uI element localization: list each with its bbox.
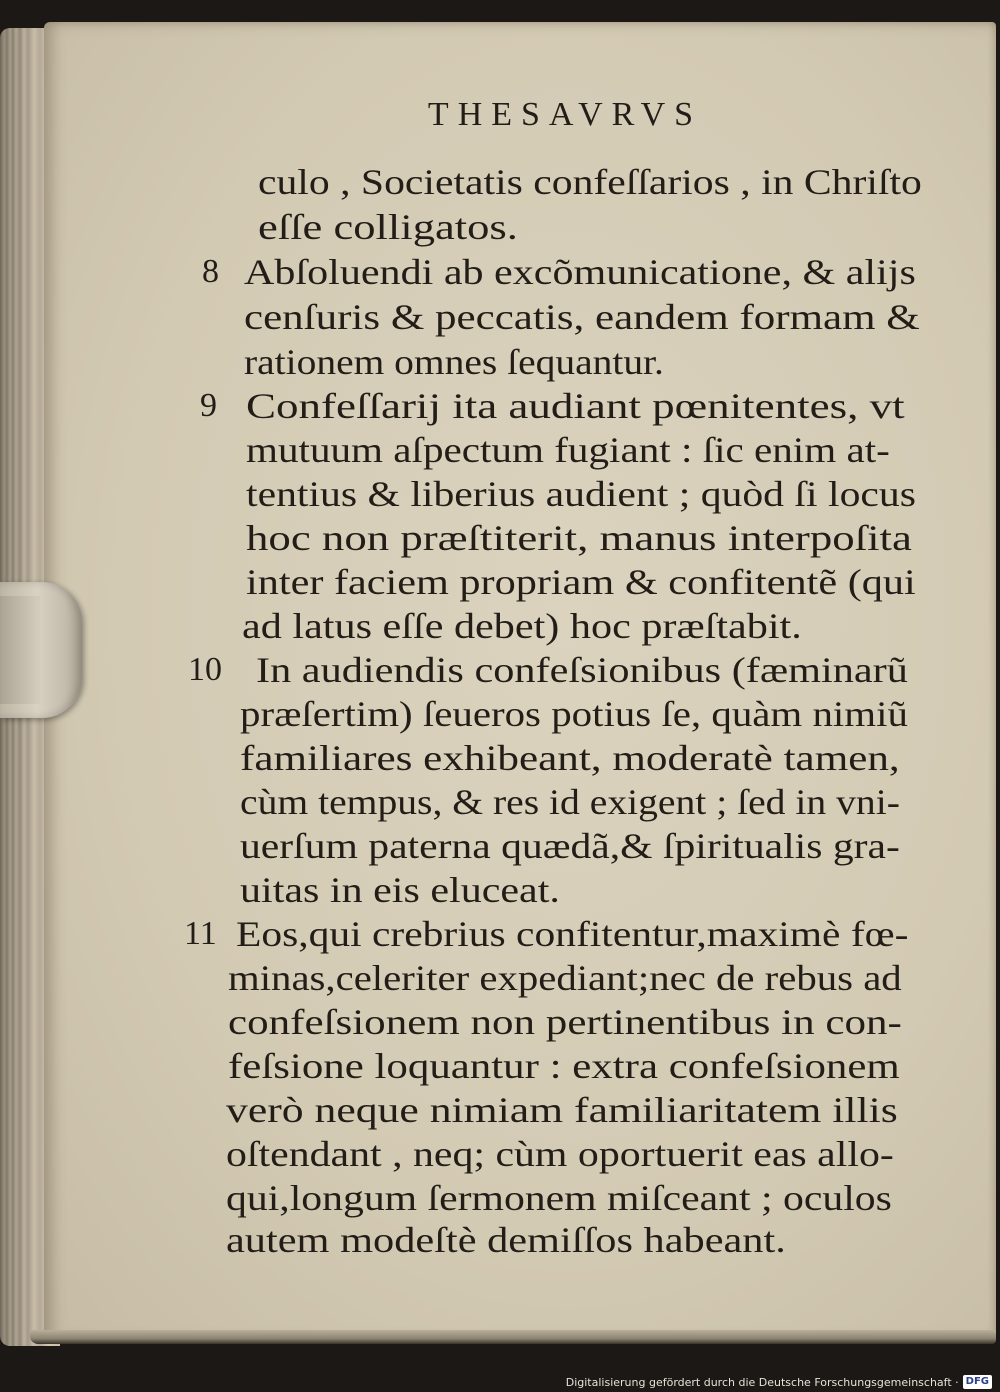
text-line: Eos,qui crebrius confitentur,maximè fœ- (236, 914, 909, 954)
text-line: culo , Societatis confeſſarios , in Chriſto (258, 162, 922, 202)
text-line: hoc non præſtiterit, manus interpoſita (246, 518, 912, 558)
text-line: qui,longum ſermonem miſceant ; oculos (226, 1178, 892, 1218)
text-line: confeſsionem non pertinentibus in con- (228, 1002, 902, 1042)
text-line: oſtendant , neq; cùm oportuerit eas allo- (226, 1134, 894, 1174)
paragraph-number: 8 (202, 253, 219, 290)
paragraph-number: 10 (188, 651, 222, 688)
text-line: uerſum paterna quædã,& ſpiritualis gra- (240, 826, 900, 866)
text-line: inter faciem propriam & confitentẽ (qui (246, 562, 916, 602)
text-line: Confeſſarij ita audiant pœnitentes, vt (246, 386, 905, 426)
credit-text: Digitalisierung gefördert durch die Deutsche Forschungsgemeinschaft · (565, 1375, 959, 1389)
text-line: præſertim) ſeueros potius ſe, quàm nimiũ (240, 694, 908, 734)
text-line: minas,celeriter expediant;nec de rebus ad (228, 958, 902, 998)
running-title: THESAVRVS (427, 96, 703, 133)
text-line: In audiendis confeſsionibus (fæminarũ (256, 650, 908, 690)
text-line: uitas in eis eluceat. (240, 870, 560, 910)
text-line: cùm tempus, & res id exigent ; ſed in vni- (240, 782, 900, 822)
footer-credit (566, 1372, 992, 1392)
text-line: familiares exhibeant, moderatè tamen, (240, 738, 900, 778)
text-line: mutuum aſpectum fugiant : ſic enim at- (246, 430, 890, 470)
paragraph-number: 11 (184, 915, 217, 952)
paragraph-number: 9 (200, 387, 217, 424)
text-line: rationem omnes ſequantur. (244, 342, 664, 382)
text-line: Abſoluendi ab excõmunicatione, & alijs (244, 252, 916, 292)
text-line: eſſe colligatos. (258, 207, 518, 247)
text-line: autem modeſtè demiſſos habeant. (226, 1220, 786, 1260)
text-line: feſsione loquantur : extra confeſsionem (228, 1046, 900, 1086)
text-line: cenſuris & peccatis, eandem formam & (244, 297, 920, 337)
text-line: ad latus eſſe debet) hoc præſtabit. (242, 606, 802, 646)
dfg-logo: DFG (963, 1375, 992, 1389)
text-line: verò neque nimiam familiaritatem illis (226, 1090, 898, 1130)
text-line: tentius & liberius audient ; quòd ſi locus (246, 474, 916, 514)
